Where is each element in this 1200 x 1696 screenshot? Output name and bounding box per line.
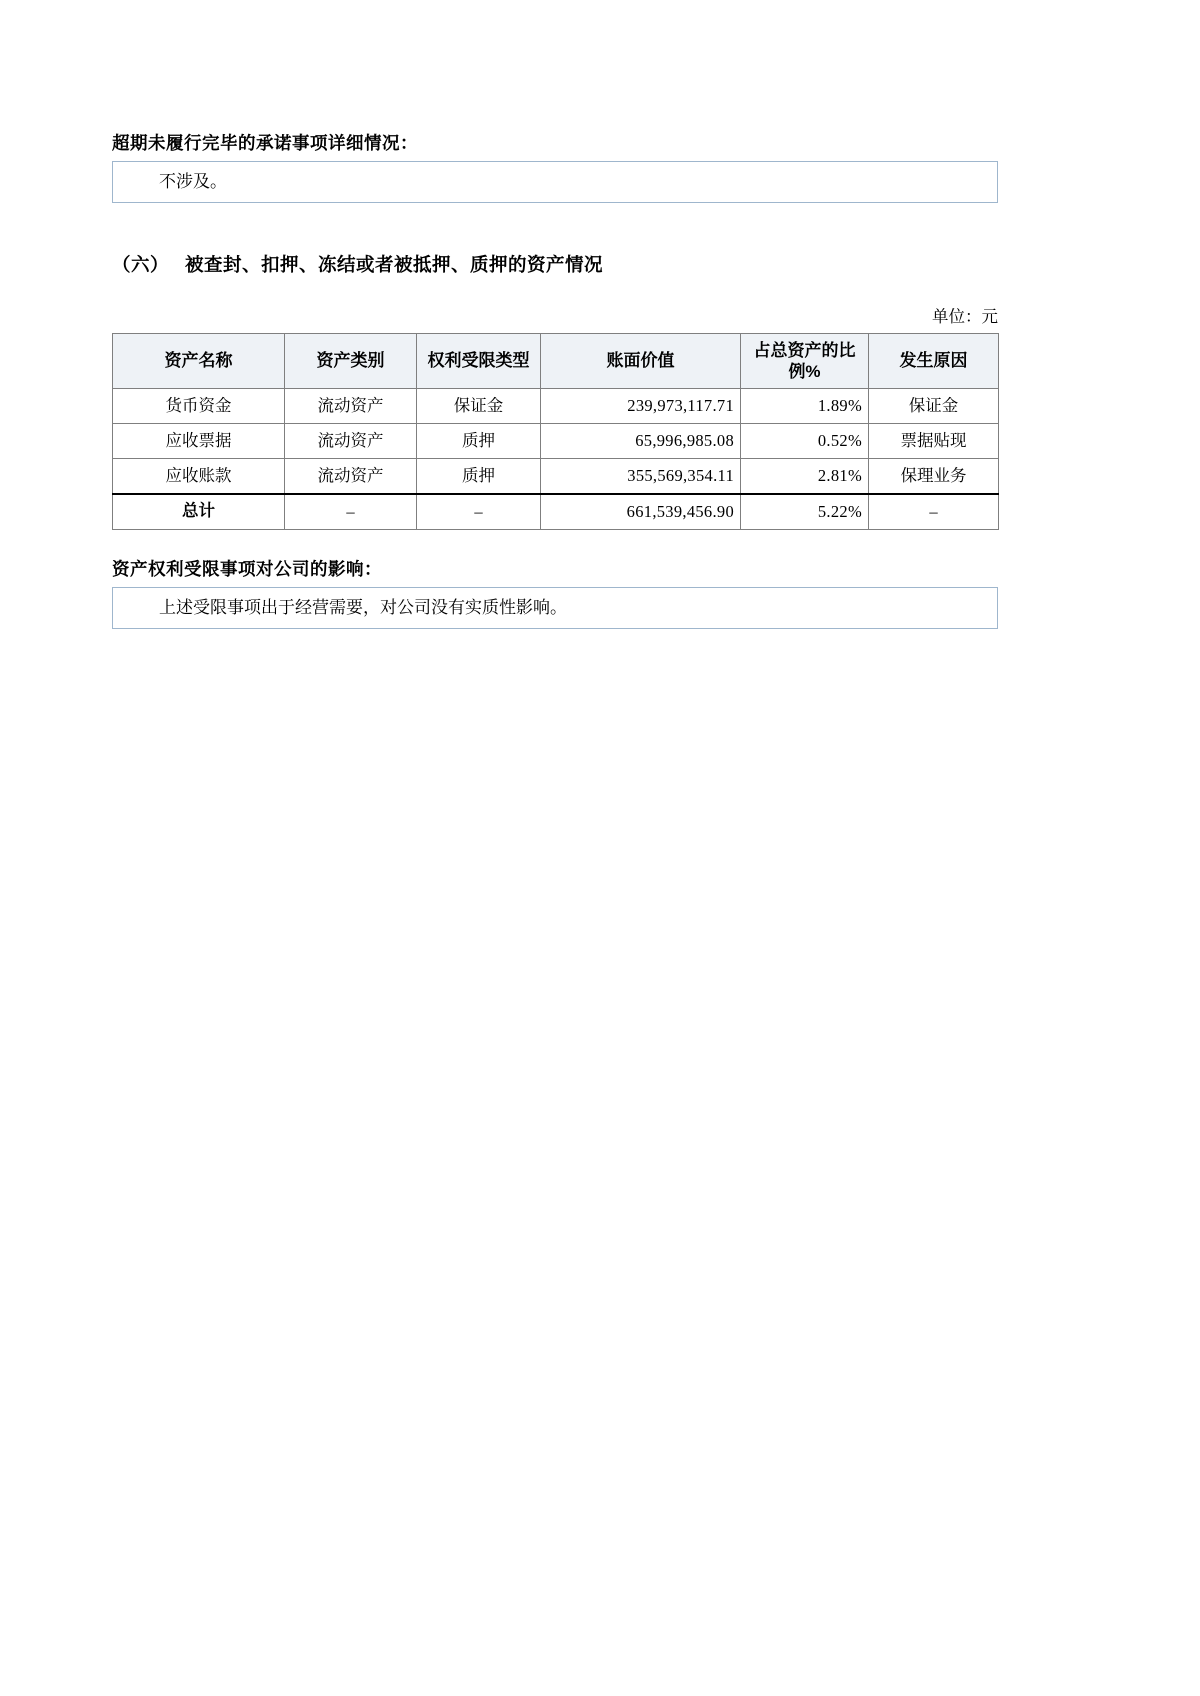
impact-note-text: 上述受限事项出于经营需要，对公司没有实质性影响。 bbox=[159, 597, 567, 617]
cell-total-restriction: – bbox=[417, 494, 541, 530]
column-header-restriction-type: 权利受限类型 bbox=[417, 333, 541, 388]
column-header-asset-category: 资产类别 bbox=[285, 333, 417, 388]
restricted-assets-table bbox=[112, 333, 999, 530]
cell-total-reason: – bbox=[869, 494, 999, 530]
subsection-title bbox=[112, 251, 1088, 277]
cell-ratio: 1.89% bbox=[741, 388, 869, 423]
cell-asset-name: 货币资金 bbox=[113, 388, 285, 423]
impact-heading: 资产权利受限事项对公司的影响： bbox=[112, 558, 382, 579]
cell-asset-category: 流动资产 bbox=[285, 423, 417, 458]
impact-note-box bbox=[112, 587, 998, 629]
cell-book-value: 65,996,985.08 bbox=[541, 423, 741, 458]
cell-total-category: – bbox=[285, 494, 417, 530]
cell-asset-category: 流动资产 bbox=[285, 388, 417, 423]
cell-asset-name: 应收账款 bbox=[113, 458, 285, 494]
column-header-reason: 发生原因 bbox=[869, 333, 999, 388]
table-header-row bbox=[113, 333, 999, 388]
table-row bbox=[113, 423, 999, 458]
cell-restriction-type: 保证金 bbox=[417, 388, 541, 423]
cell-ratio: 0.52% bbox=[741, 423, 869, 458]
cell-book-value: 239,973,117.71 bbox=[541, 388, 741, 423]
cell-asset-category: 流动资产 bbox=[285, 458, 417, 494]
table-row bbox=[113, 388, 999, 423]
cell-reason: 票据贴现 bbox=[869, 423, 999, 458]
table-total-row bbox=[113, 494, 999, 530]
cell-total-label: 总计 bbox=[113, 494, 285, 530]
cell-reason: 保证金 bbox=[869, 388, 999, 423]
subsection-title-text: 被查封、扣押、冻结或者被抵押、质押的资产情况 bbox=[185, 253, 604, 275]
commitment-note-text: 不涉及。 bbox=[159, 172, 227, 191]
cell-total-book-value: 661,539,456.90 bbox=[541, 494, 741, 530]
cell-total-ratio: 5.22% bbox=[741, 494, 869, 530]
commitment-note-box bbox=[112, 161, 998, 203]
cell-ratio: 2.81% bbox=[741, 458, 869, 494]
cell-reason: 保理业务 bbox=[869, 458, 999, 494]
column-header-book-value: 账面价值 bbox=[541, 333, 741, 388]
table-row bbox=[113, 458, 999, 494]
cell-book-value: 355,569,354.11 bbox=[541, 458, 741, 494]
unit-label: 单位：元 bbox=[932, 306, 998, 326]
spacer bbox=[112, 530, 1088, 556]
commitment-heading: 超期未履行完毕的承诺事项详细情况： bbox=[112, 133, 418, 153]
spacer bbox=[112, 203, 1088, 251]
cell-restriction-type: 质押 bbox=[417, 458, 541, 494]
cell-restriction-type: 质押 bbox=[417, 423, 541, 458]
subsection-number: （六） bbox=[112, 253, 170, 275]
column-header-asset-name: 资产名称 bbox=[113, 333, 285, 388]
cell-asset-name: 应收票据 bbox=[113, 423, 285, 458]
column-header-ratio: 占总资产的比例% bbox=[741, 333, 869, 388]
